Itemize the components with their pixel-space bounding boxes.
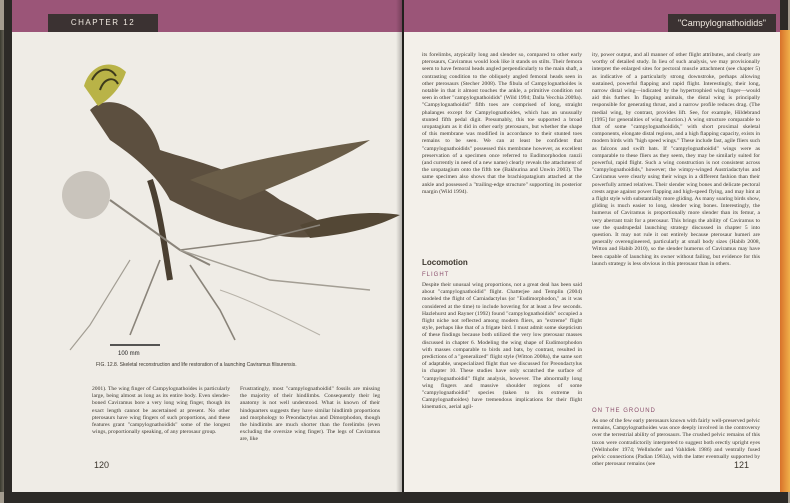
right-page (404, 0, 780, 492)
right-text-column-2-top: ity, power output, and all manner of other flight attributes, and clearly are worthy of detailed study. In lieu of such analysis, we may provisionally interpret the enlarged sites for pectoral muscle attachment (see chapter 5) as indicative of a particularly strong downstroke, perhaps allowing sustained, powerful flapping and rapid flight. Interestingly, their long, narrow distal wing—indicated by the hypertrophied wing finger—would aid this further. In flapping animals, the distal wing is principally responsible for generating thrust, and a narrow profile reduces drag. (The medial wing, by contrast, provides lift. See, for example, Hildebrand [1995] for generalities of wing function.) A wing structure comparable to that of some "campylognathoidids," with short proximal skeletal components, elongate distal regions, and a high flapping capacity, exists in modern birds with "high speed wings." These include fast, agile fliers such as falcons and swift bats. If "campylognathoidid" wings were as comparable to these fliers as they seem, they may be similarly suited for powerful, rapid flight. Such a wing construction is not consistent across "campylognathoidids," however; the wimpy-winged Austriadactylus and Caviramus were clearly using their wings in a different fashion than their powerfully armed relatives. Their slender wing bones and delicate pectoral crests argue against power flapping and high-speed flying, and may hint at a flight style with substantially more gliding. As many soaring birds show, gliding is much easier to long, slender wing bones. Interestingly, the humerus of Caviramus is proportionally more slender than its femur, a very aberrant trait for a pterosaur. This brings the ability of Caviramus to use the quadrupedal launching strategy discussed in chapter 5 into question. It may not rule it out entirely because pterosaur humeri are generally overengineered, particularly at small body sizes (Habib 2008, Witton and Habib 2010), so the slender humerus of Caviramus may have been capable of launching its owner without failing, but evidence for this launch strategy is less obvious in this pterosaur than in others. (592, 52, 760, 267)
right-text-column-2-ground: As one of the few early pterosaurs known with fairly well-preserved pelvic remains, Campylognathoides was once deeply involved in the controversy over the terrestrial ability of pterosaurs. The crushed pelvic remains of this taxon were contradictorily interpreted to suggest both erectly upright eyes (Wellnhofer 1974; Wellnhofer and Vahldiek 1986) and ventrally fused pelvic connections (Padian 1983a), with the latter eventually supported by other pterosaur remains (see (592, 418, 760, 468)
left-page (12, 0, 402, 492)
left-text-column-2: Frustratingly, most "campylognathoidid" fossils are missing the majority of their hindlimbs. Consequently their leg anatomy is not well understood. What is known of their hindquarters suggests they have similar hindlimb proportions and morphology to Preondactylus and Dimorphodon, though the hindlimbs are much shorter than the forelimbs (even excluding the oversize wing finger). The legs of Caviramus are, like (240, 386, 380, 443)
chapter-label: CHAPTER 12 (48, 14, 158, 32)
page-number-right: 121 (734, 460, 750, 470)
heading-flight: FLIGHT (422, 272, 450, 278)
right-text-column-1-top: its forelimbs, atypically long and slender so, compared to other early pterosaurs, Caviramus would look like it stands on stilts. Their femora seem to have femoral heads angled perpendicularly to the main shaft, a contrasting condition to the obliquely angled femoral heads seen in other pterosaurs (Stecher 2008). The fibula of Campylognathoides is notable in that it almost touches the ankle, a primitive condition not seen in other "campylognathoidids" (Wild 1994; Dalla Vecchia 2009a). "Campylognathoidid" fifth toes are comprised of long, straight phalanges except for Campylognathoides, which has an unusually stunted fifth pedal digit. Presumably, this toe supported a broad uropatagium as it did in other early pterosaurs, but whether the shape of this membrane was modified in accordance to their stunted toes remains to be seen. We can at least be confident that "campylognathoidids" possessed this membrane however, as excellent preservation of a specimen once referred to Eudimorphodon ranzii (and currently in need of a new name) clearly reveals the attachment of the uropatagium onto the fifth toe (Bakhurina and Unwin 2003). The same specimen also shows that the brachiopatagium attached at the ankle and possessed a "trailing-edge structure" supporting its posterior margin (Wild 1994). (422, 52, 582, 195)
heading-locomotion: Locomotion (422, 258, 468, 267)
page-number-left: 120 (94, 460, 110, 470)
heading-on-the-ground: ON THE GROUND (592, 408, 656, 414)
figure-caption: FIG. 12.8. Skeletal reconstruction and life restoration of a launching Caviramus filisurensis. (96, 362, 297, 368)
running-head: "Campylognathoidids" (668, 14, 776, 32)
life-restoration (84, 64, 400, 280)
scale-bar-label: 100 mm (118, 351, 140, 357)
pterosaur-illustration (70, 50, 400, 360)
left-text-column-1: 2001). The wing finger of Campylognathoides is particularly large, being almost as long as its entire body. Even slender-boned Caviramus bore a very long wing finger, though its exact length cannot be ascertained at present. No other pterosaurs have wing fingers of such proportions, and these features grant "campylognathoidids" some of the longest wings, proportionally speaking, of any pterosaur group. (92, 386, 230, 436)
book-edge-right (780, 30, 790, 492)
right-text-column-1-flight: Despite their unusual wing proportions, not a great deal has been said about "campylognathoidid" flight. Chatterjee and Templin (2004) modeled the flight of Carniadactylus (or "Eudimorphodon," as it was considered at the time) to include hovering for at least a few seconds. Hazlehurst and Rayner (1992) found "campylognathoidids" occupied a flight niche not reflected among modern fliers, an "extreme" flight style, perhaps like that of a frigate bird. I must admit some skepticism of these findings because both utilized the very low pterosaur masses discussed in chapter 6. Modeling the wing shape of Eudimorphodon with masses comparable to birds and bats, by contrast, resulted in predictions of a "generalized" flight style (Witton 2008a), the same sort of adaptable, unspecialized flight that we discussed for Preondactylus in chapter 10. These studies have only scratched the surface of "campylognathoidid" flight analysis, however. The abnormally long wing fingers and massive shoulder regions of some "campylognathoidid" species (taken to its extreme in Campylognathoides) have tremendous implications for their flight kinematics, aerial agil- (422, 282, 582, 411)
